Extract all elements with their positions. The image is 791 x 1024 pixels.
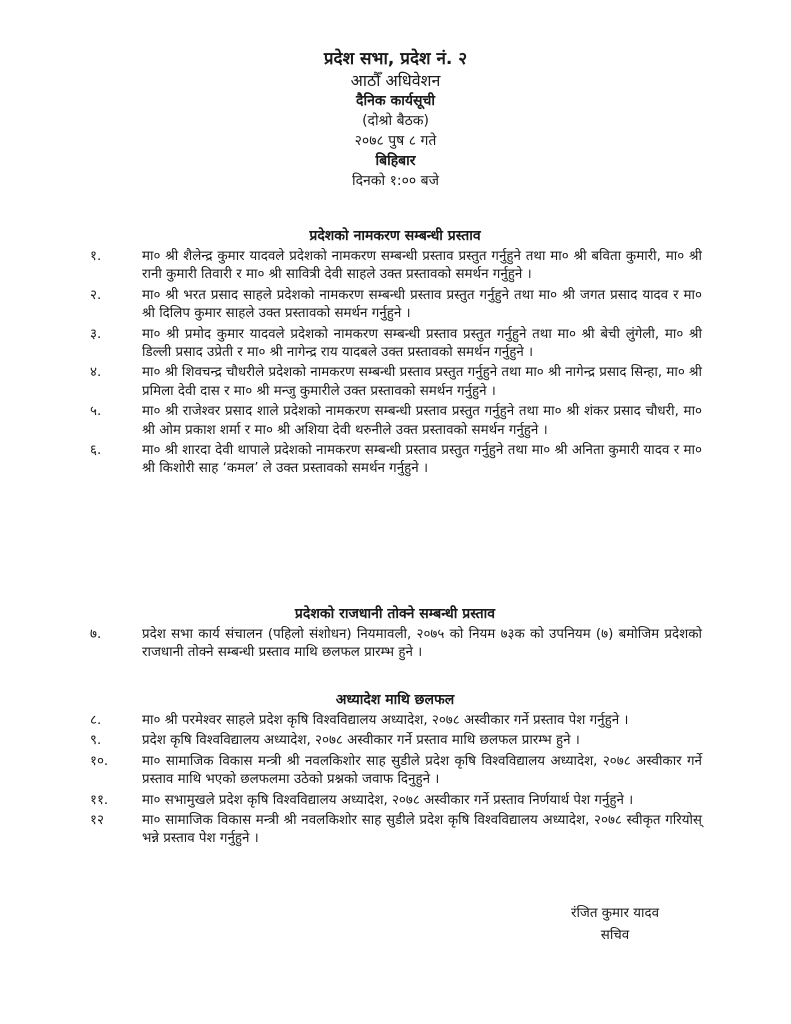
item-number: ५.	[90, 404, 102, 420]
item-text: मा० सामाजिक विकास मन्त्री श्री नवलकिशोर साह सुडीले प्रदेश कृषि विश्वविद्यालय अध्यादेश, २०७८ अस्वीकार गर्ने प्रस्ताव माथि भएको छलफलमा उठेको प्रश्नको जवाफ दिनुहुने ।	[142, 753, 702, 788]
agenda-item-9	[88, 732, 702, 750]
assembly-title: प्रदेश सभा, प्रदेश नं. २	[323, 49, 468, 69]
section-ordinance-discussion	[88, 690, 702, 849]
section-title: अध्यादेश माथि छलफल	[335, 692, 455, 708]
agenda-item-5	[88, 403, 702, 440]
agenda-item-4	[88, 364, 702, 401]
section-capital-proposal	[88, 604, 702, 663]
item-text: मा० श्री शैलेन्द्र कुमार यादवले प्रदेशको नामकरण सम्बन्धी प्रस्ताव प्रस्तुत गर्नुहुने तथा मा० श्री बविता कुमारी, मा० श्री रानी कुमारी तिवारी र मा० श्री सावित्री देवी साहले उक्त प्रस्तावको समर्थन गर्नुहुने ।	[142, 249, 702, 283]
session-title: आठौँ अधिवेशन	[350, 71, 441, 90]
agenda-item-3	[88, 326, 702, 363]
agenda-item-12	[88, 812, 702, 849]
item-text: मा० श्री शिवचन्द्र चौधरीले प्रदेशको नामकरण सम्बन्धी प्रस्ताव प्रस्तुत गर्नुहुने तथा मा० श्री नागेन्द्र प्रसाद सिन्हा, मा० श्री प्रमिला देवी दास र मा० श्री मन्जु कुमारीले उक्त प्रस्तावको समर्थन गर्नुहुने ।	[142, 365, 702, 399]
document-header	[0, 48, 791, 191]
item-text: प्रदेश कृषि विश्वविद्यालय अध्यादेश, २०७८ अस्वीकार गर्ने प्रस्ताव माथि छलफल प्रारम्भ हुने ।	[142, 733, 580, 749]
signatory-designation: सचिव	[600, 928, 630, 943]
item-number: ९.	[90, 733, 102, 749]
section-naming-proposal	[88, 226, 702, 479]
section-title: प्रदेशको नामकरण सम्बन्धी प्रस्ताव	[309, 228, 481, 244]
item-number: ३.	[90, 326, 102, 342]
agenda-item-1	[88, 248, 702, 285]
item-text: मा० श्री भरत प्रसाद साहले प्रदेशको नामकरण सम्बन्धी प्रस्ताव प्रस्तुत गर्नुहुने तथा मा० श्री जगत प्रसाद यादव र मा० श्री दिलिप कुमार साहले उक्त प्रस्तावको समर्थन गर्नुहुने ।	[142, 287, 702, 322]
item-text: मा० श्री प्रमोद कुमार यादवले प्रदेशको नामकरण सम्बन्धी प्रस्ताव प्रस्तुत गर्नुहुने तथा मा० श्री बेची लुंगेली, मा० श्री डिल्ली प्रसाद उप्रेती र मा० श्री नागेन्द्र राय यादबले उक्त प्रस्तावको समर्थन गर्नुहुने ।	[142, 326, 702, 361]
item-text: मा० श्री राजेश्वर प्रसाद शाले प्रदेशको नामकरण सम्बन्धी प्रस्ताव प्रस्तुत गर्नुहुने तथा मा० श्री शंकर प्रसाद चौधरी, मा० श्री ओम प्रकाश शर्मा र मा० श्री अशिया देवी थरुनीले उक्त प्रस्तावको समर्थन गर्नुहुने ।	[142, 404, 702, 438]
item-text: मा० सभामुखले प्रदेश कृषि विश्वविद्यालय अध्यादेश, २०७८ अस्वीकार गर्ने प्रस्ताव निर्णयार्थ पेश गर्नुहुने ।	[142, 792, 634, 808]
agenda-item-7	[88, 626, 702, 663]
item-number: ४.	[90, 365, 102, 381]
section-title: प्रदेशको राजधानी तोक्ने सम्बन्धी प्रस्ताव	[294, 606, 496, 622]
item-number: ६.	[90, 443, 102, 459]
agenda-item-6	[88, 442, 702, 479]
meeting-day: बिहिबार	[375, 153, 416, 169]
agenda-item-8	[88, 712, 702, 730]
agenda-item-10	[88, 753, 702, 790]
item-number: ८.	[90, 713, 102, 728]
meeting-date: २०७८ पुष ८ गते	[354, 133, 437, 149]
item-number: १२	[90, 813, 104, 829]
signatory-name: रंजित कुमार यादव	[570, 906, 660, 921]
item-text: मा० श्री शारदा देवी थापाले प्रदेशको नामकरण सम्बन्धी प्रस्ताव प्रस्तुत गर्नुहुने तथा मा० श्री अनिता कुमारी यादव र मा० श्री किशोरी साह ‘कमल’ ले उक्त प्रस्तावको समर्थन गर्नुहुने ।	[142, 443, 702, 477]
item-number: ७.	[90, 627, 102, 642]
agenda-item-2	[88, 287, 702, 324]
agenda-title: दैनिक कार्यसूची	[356, 93, 435, 109]
agenda-item-11	[88, 792, 702, 810]
signature-block	[540, 903, 690, 947]
item-number: १०.	[90, 753, 109, 769]
item-text: प्रदेश सभा कार्य संचालन (पहिलो संशोधन) नियमावली, २०७५ को नियम ७३क को उपनियम (७) बमोजिम प्रदेशको राजधानी तोक्ने सम्बन्धी प्रस्ताव माथि छलफल प्रारम्भ हुने ।	[142, 627, 702, 661]
meeting-number: (दोश्रो बैठक)	[362, 113, 429, 129]
item-text: मा० श्री परमेश्वर साहले प्रदेश कृषि विश्वविद्यालय अध्यादेश, २०७८ अस्वीकार गर्ने प्रस्ताव पेश गर्नुहुने ।	[142, 713, 629, 728]
item-number: २.	[90, 287, 102, 303]
item-number: ११.	[90, 792, 109, 808]
meeting-time: दिनको १:०० बजे	[351, 173, 440, 189]
item-text: मा० सामाजिक विकास मन्त्री श्री नवलकिशोर साह सुडीले प्रदेश कृषि विश्वविद्यालय अध्यादेश, २०७८ स्वीकृत गरियोस् भन्ने प्रस्ताव पेश गर्नुहुने ।	[142, 813, 702, 847]
item-number: १.	[90, 249, 102, 264]
